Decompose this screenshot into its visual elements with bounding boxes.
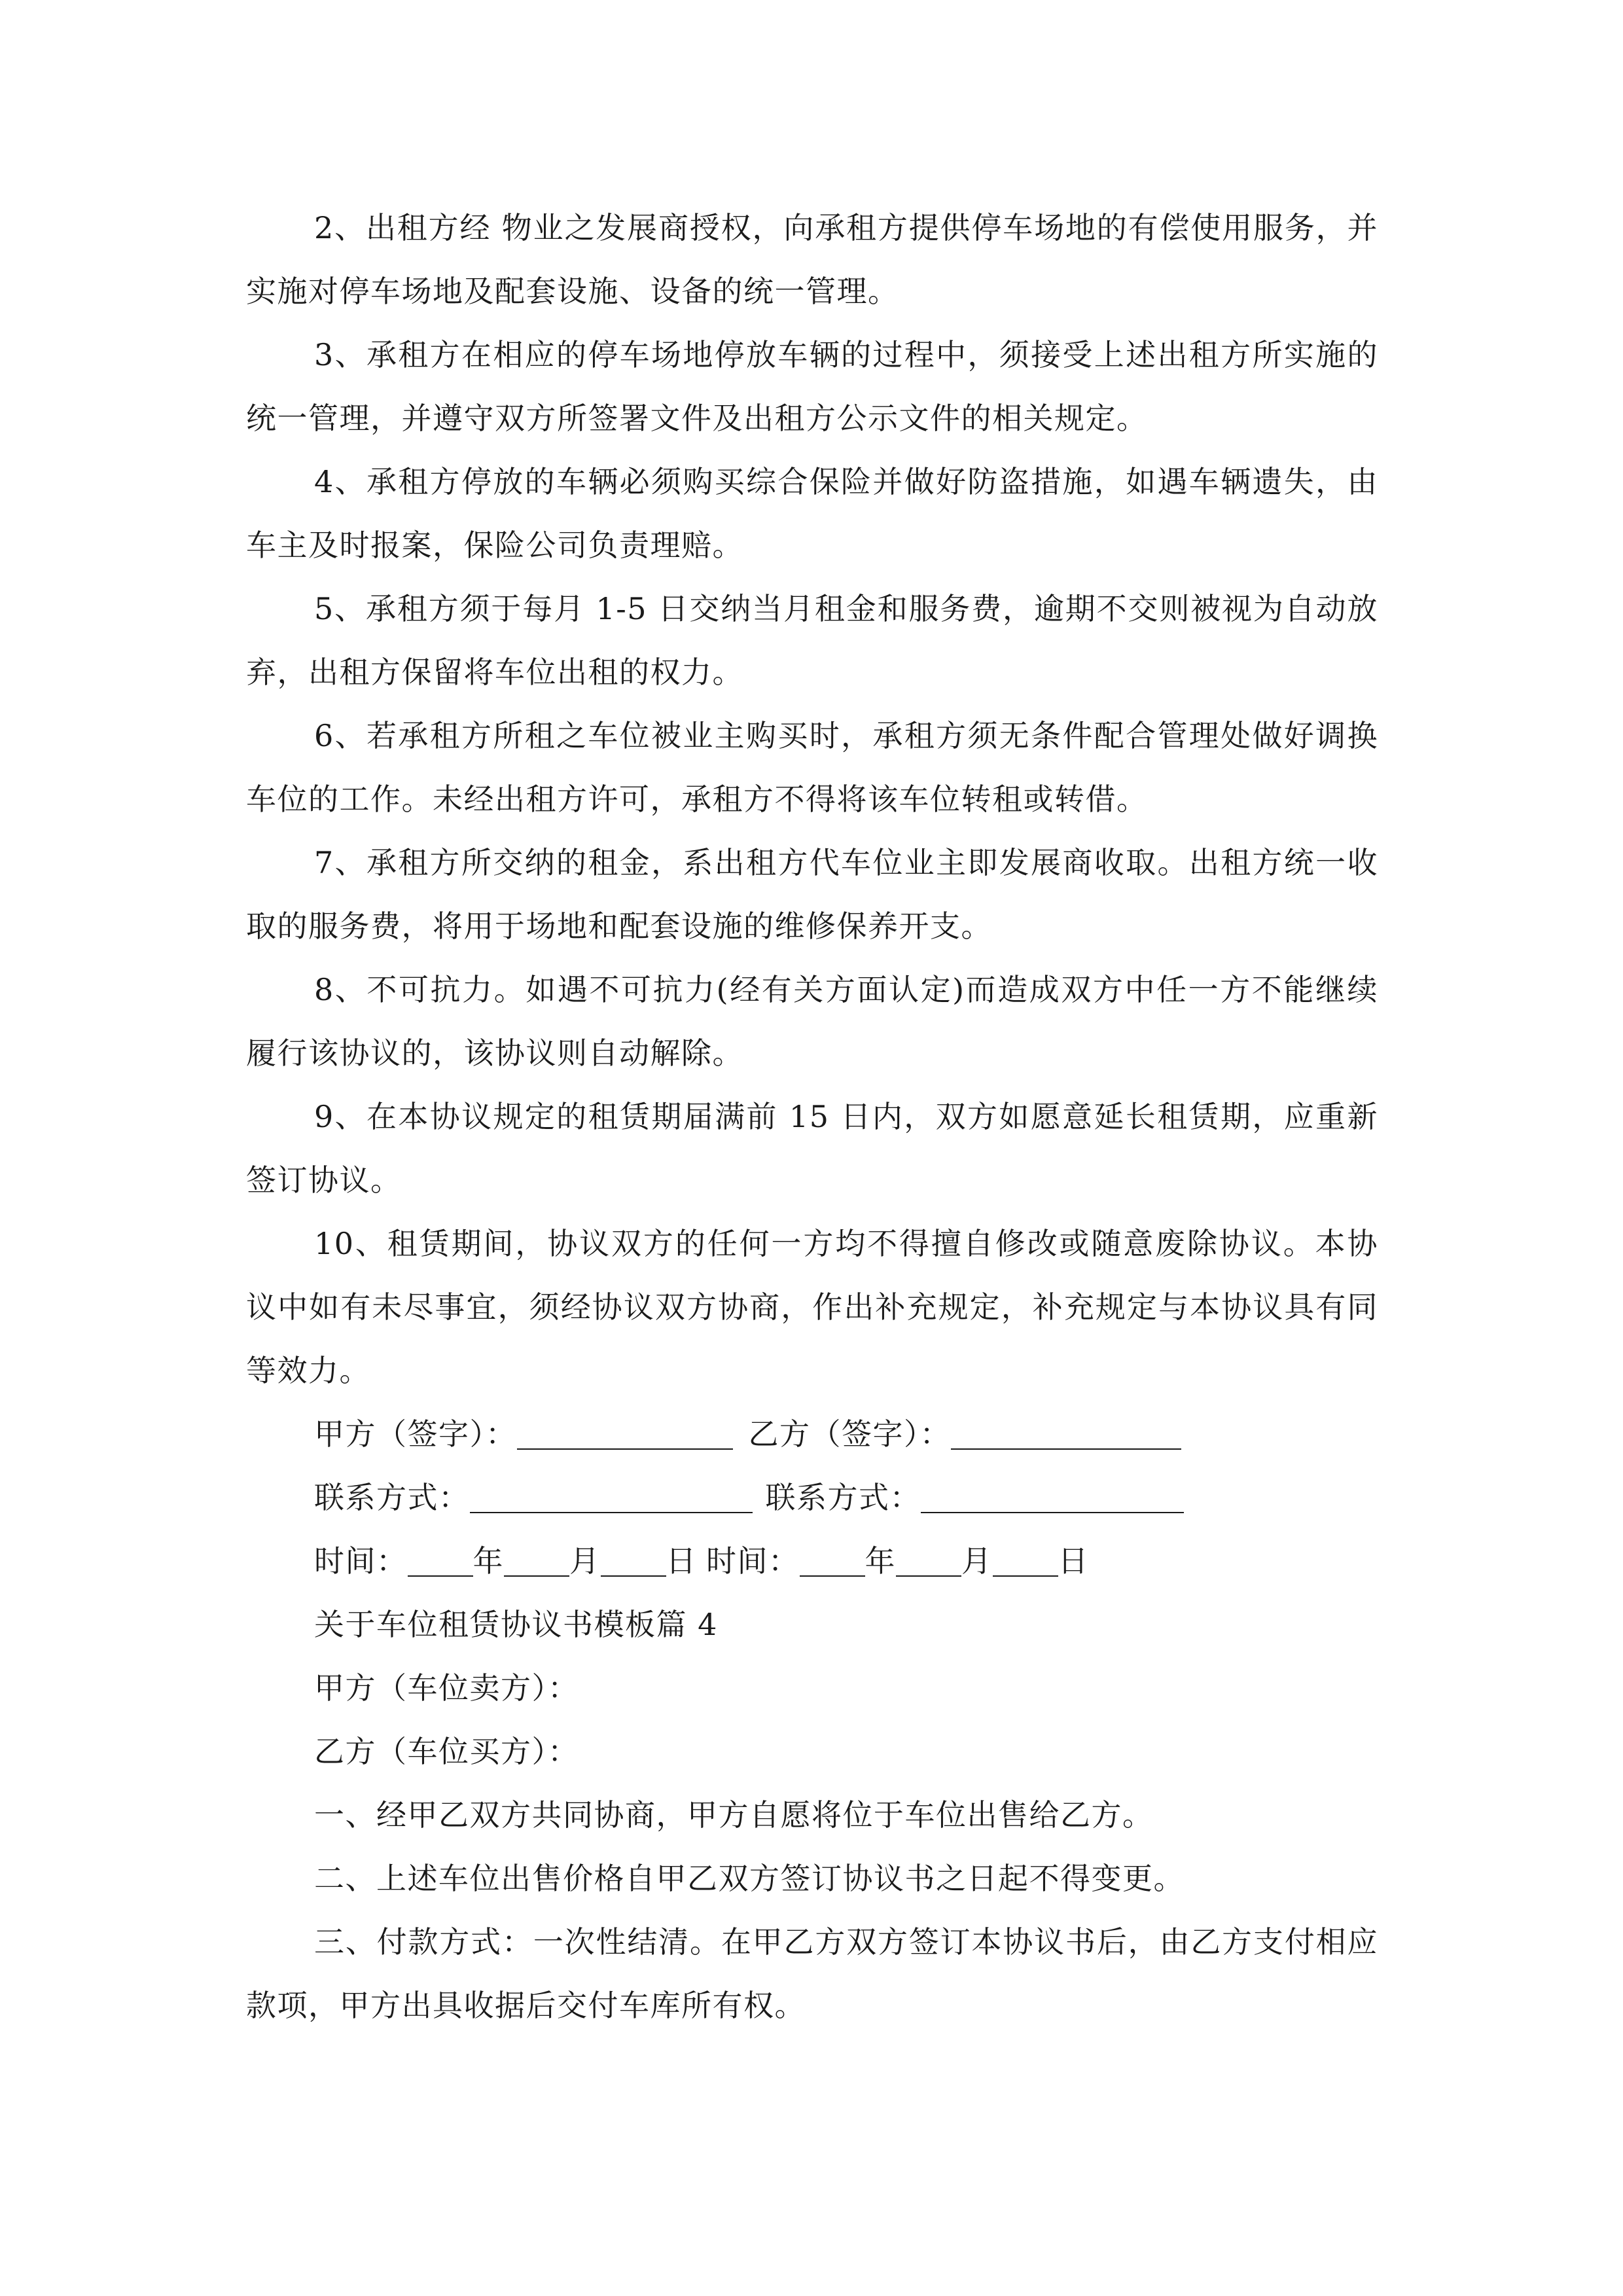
day-a-blank	[601, 1541, 666, 1577]
section-4-item-2: 二、上述车位出售价格自甲乙双方签订协议书之日起不得变更。	[314, 1861, 1185, 1896]
month-a-label: 月	[569, 1543, 601, 1579]
contact-b-blank	[921, 1478, 1184, 1513]
contact-a-blank	[470, 1478, 753, 1513]
time-a-label: 时间：	[314, 1543, 408, 1579]
time-b-label: 时间：	[706, 1543, 800, 1579]
section-4-party-b: 乙方（车位买方）：	[314, 1734, 579, 1769]
contact-a-label: 联系方式：	[314, 1480, 470, 1515]
party-a-sign-blank	[517, 1414, 733, 1450]
party-b-sign-label: 乙方（签字）：	[748, 1416, 951, 1452]
clause-3: 3、承租方在相应的停车场地停放车辆的过程中，须接受上述出租方所实施的统一管理，并遵守双方所签署文件及出租方公示文件的相关规定。	[246, 337, 1378, 436]
section-4-item-3: 三、付款方式：一次性结清。在甲乙方双方签订本协议书后，由乙方支付相应款项，甲方出具收据后交付车库所有权。	[246, 1924, 1378, 2023]
month-b-blank	[896, 1541, 961, 1577]
document-body	[246, 196, 1378, 2037]
contact-b-label: 联系方式：	[765, 1480, 921, 1515]
clause-6: 6、若承租方所租之车位被业主购买时，承租方须无条件配合管理处做好调换车位的工作。未经出租方许可，承租方不得将该车位转租或转借。	[246, 718, 1378, 817]
section-4-party-a: 甲方（车位卖方）：	[314, 1670, 579, 1706]
year-b-label: 年	[865, 1543, 896, 1579]
day-b-blank	[993, 1541, 1058, 1577]
clause-9: 9、在本协议规定的租赁期届满前 15 日内，双方如愿意延长租赁期，应重新签订协议。	[246, 1099, 1378, 1198]
clause-4: 4、承租方停放的车辆必须购买综合保险并做好防盗措施，如遇车辆遗失，由车主及时报案，保险公司负责理赔。	[246, 464, 1378, 563]
clause-7: 7、承租方所交纳的租金，系出租方代车位业主即发展商收取。出租方统一收取的服务费，将用于场地和配套设施的维修保养开支。	[246, 845, 1378, 944]
signature-line	[246, 1403, 1378, 1466]
month-a-blank	[504, 1541, 569, 1577]
day-b-label: 日	[1058, 1543, 1089, 1579]
month-b-label: 月	[961, 1543, 993, 1579]
date-line	[246, 1530, 1378, 1593]
clause-8: 8、不可抗力。如遇不可抗力(经有关方面认定)而造成双方中任一方不能继续履行该协议的，该协议则自动解除。	[246, 972, 1378, 1071]
section-4-title: 关于车位租赁协议书模板篇 4	[314, 1607, 718, 1642]
contact-line	[246, 1466, 1378, 1530]
party-a-sign-label: 甲方（签字）：	[314, 1416, 517, 1452]
party-b-sign-blank	[951, 1414, 1181, 1450]
year-a-blank	[408, 1541, 473, 1577]
year-b-blank	[800, 1541, 865, 1577]
section-4-item-1: 一、经甲乙双方共同协商，甲方自愿将位于车位出售给乙方。	[314, 1797, 1154, 1833]
clause-10: 10、租赁期间，协议双方的任何一方均不得擅自修改或随意废除协议。本协议中如有未尽事宜，须经协议双方协商，作出补充规定，补充规定与本协议具有同等效力。	[246, 1226, 1378, 1388]
day-a-label: 日	[666, 1543, 697, 1579]
clause-2: 2、出租方经 物业之发展商授权，向承租方提供停车场地的有偿使用服务，并实施对停车场地及配套设施、设备的统一管理。	[246, 210, 1378, 309]
clause-5: 5、承租方须于每月 1-5 日交纳当月租金和服务费，逾期不交则被视为自动放弃，出租方保留将车位出租的权力。	[246, 591, 1378, 690]
year-a-label: 年	[473, 1543, 504, 1579]
